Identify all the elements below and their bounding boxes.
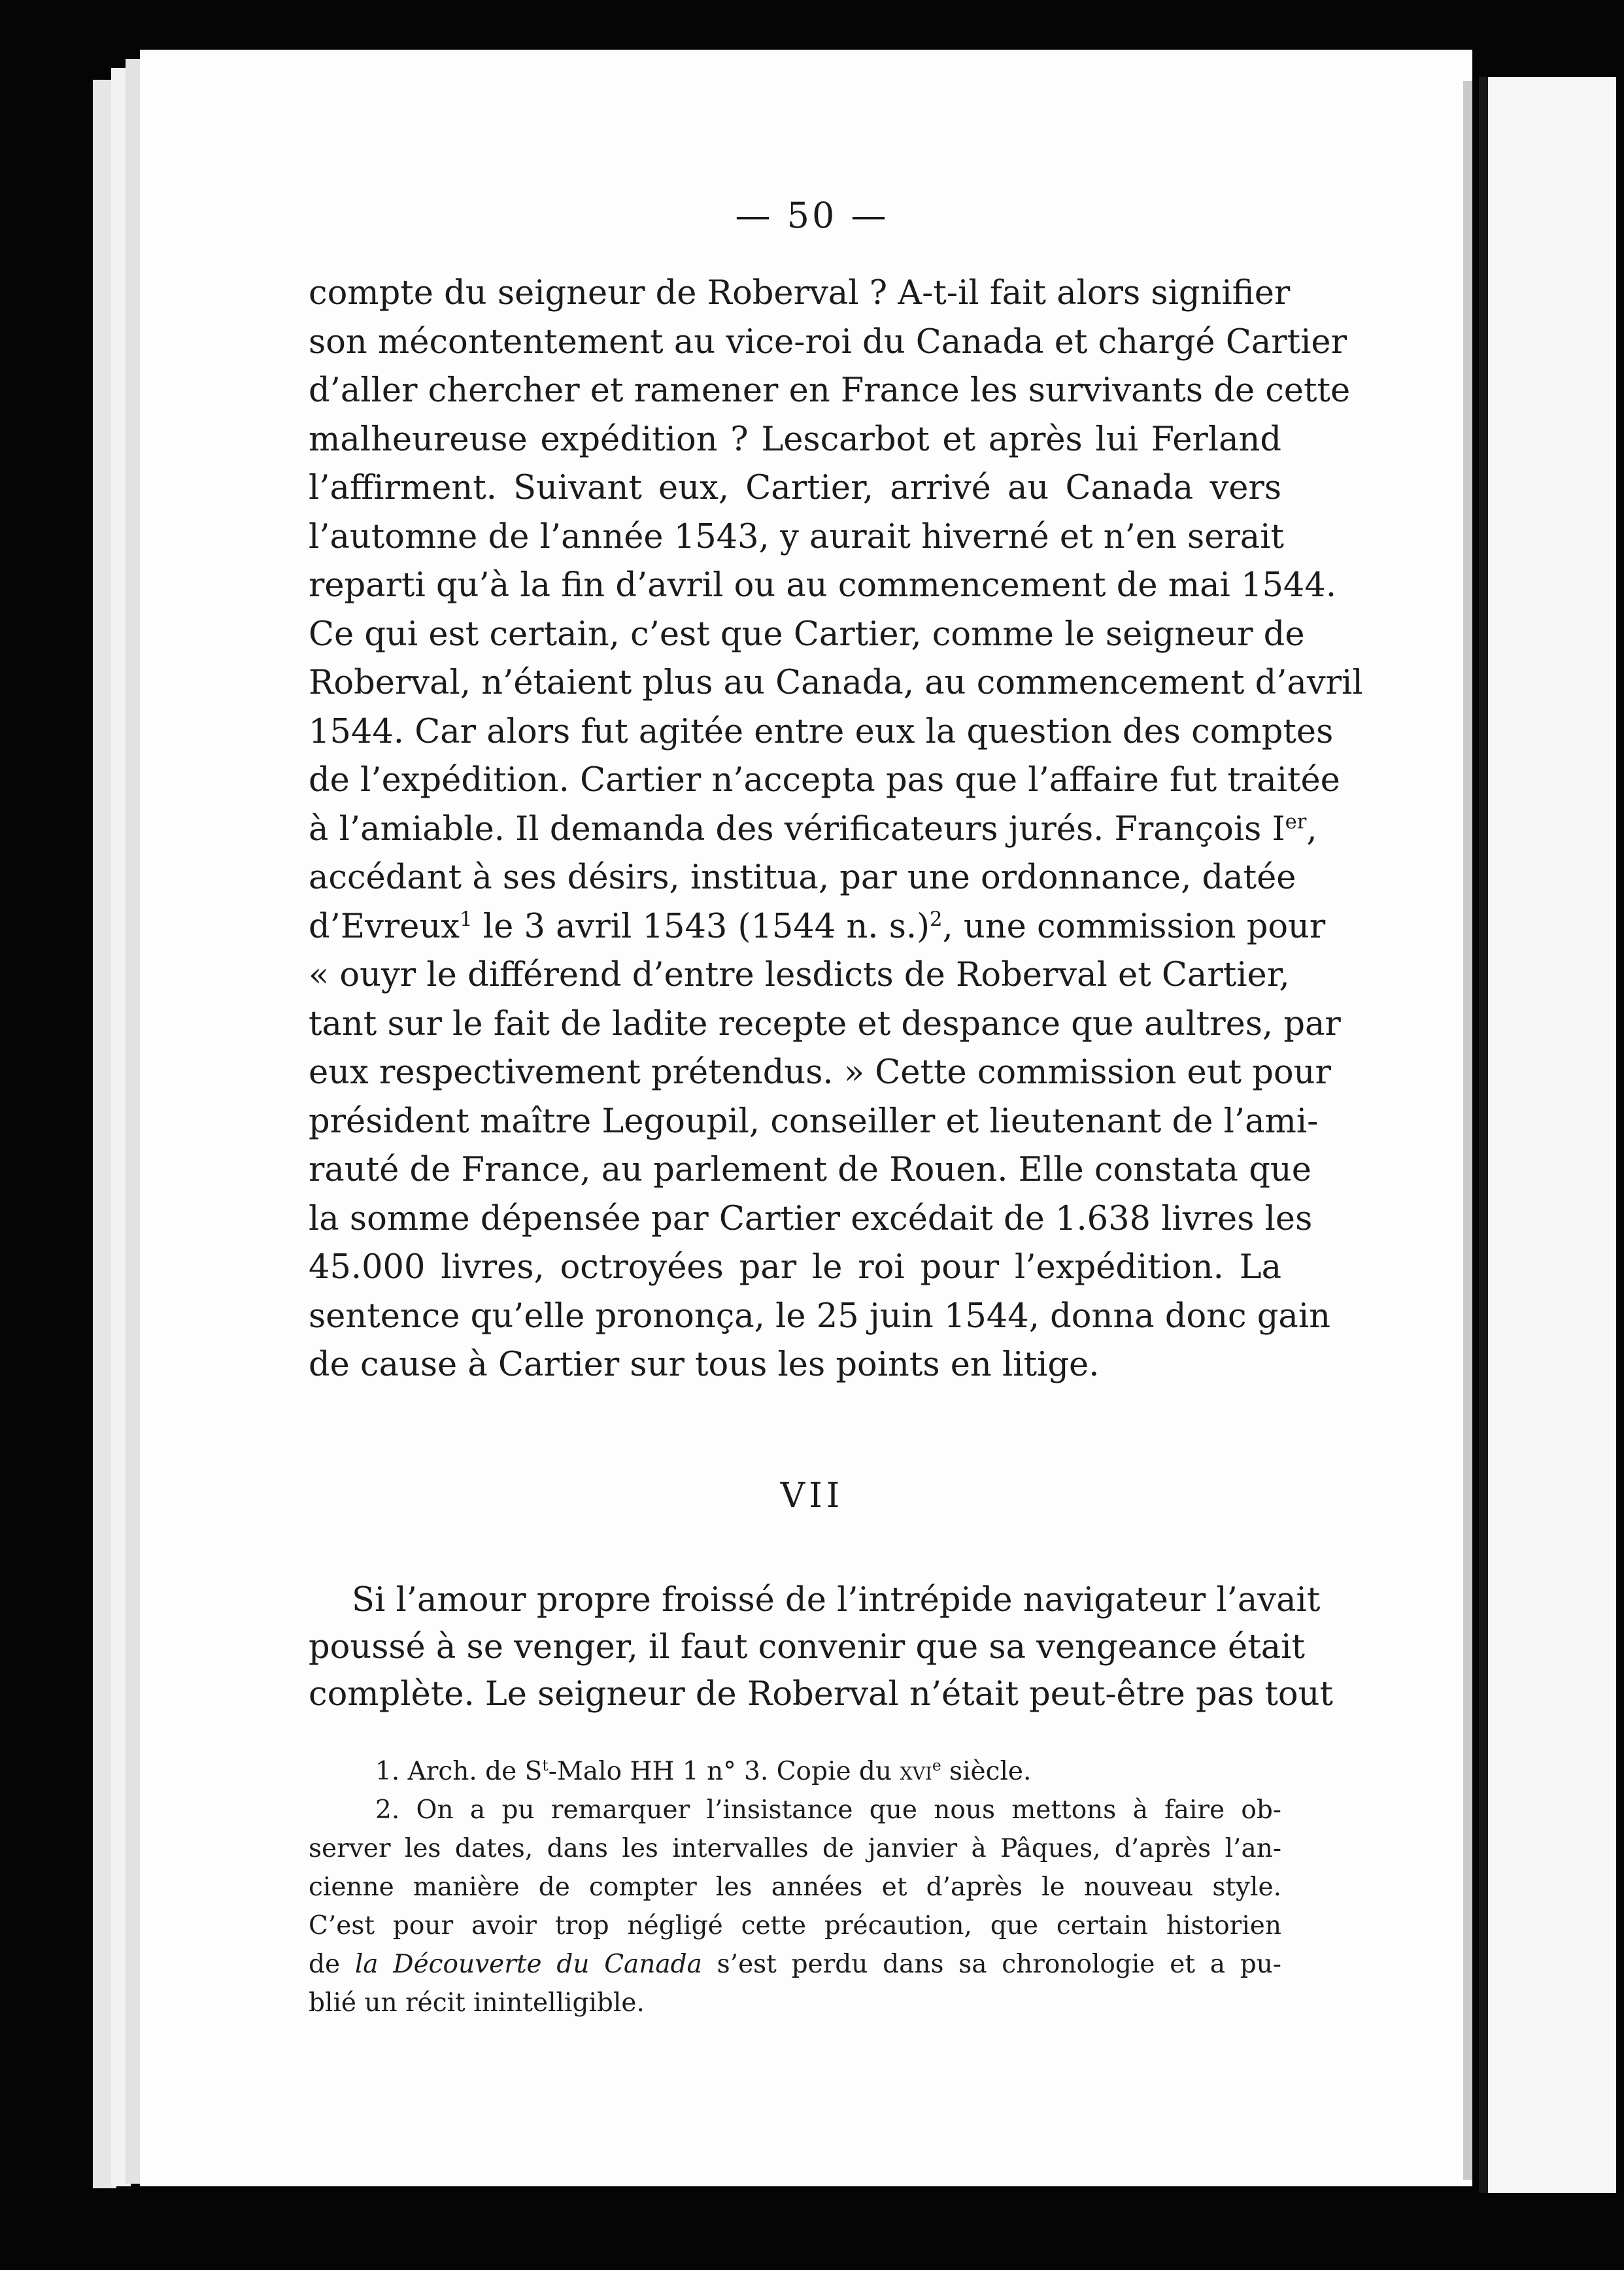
superscript: e	[932, 1756, 941, 1774]
text-segment: le 3 avril 1543 (1544 n. s.)	[472, 907, 930, 946]
text-segment: , une commission pour	[942, 907, 1326, 946]
text-line: accédant à ses désirs, institua, par une ordonnance, datée	[309, 858, 1296, 897]
text-segment: de	[309, 1950, 355, 1979]
text-line: l’affirment. Suivant eux, Cartier, arrivé au Canada vers	[309, 469, 1281, 507]
text-segment: xvi	[900, 1757, 932, 1786]
text-line: « ouyr le différend d’entre lesdicts de Roberval et Cartier,	[309, 956, 1290, 994]
superscript: er	[1285, 810, 1307, 834]
footnote-ref: 2	[930, 907, 943, 931]
text-line: poussé à se venger, il faut convenir que sa vengeance était	[309, 1628, 1305, 1667]
text-line: tant sur le fait de ladite recepte et despance que aultres, par	[309, 1004, 1341, 1043]
text-line: de cause à Cartier sur tous les points en litige.	[309, 1346, 1100, 1384]
footnote-ref: 1	[460, 907, 473, 931]
text-line: son mécontentement au vice-roi du Canada et chargé Cartier	[309, 322, 1347, 362]
page-stack-edge	[126, 59, 141, 2184]
text-segment: s’est perdu dans sa chronologie et a pu-	[702, 1950, 1281, 1979]
text-line: Ce qui est certain, c’est que Cartier, comme le seigneur de	[309, 615, 1305, 654]
text-line: reparti qu’à la fin d’avril ou au commencement de mai 1544.	[309, 566, 1337, 605]
text-line: sentence qu’elle prononça, le 25 juin 1544, donna donc gain	[309, 1296, 1330, 1336]
footnote-2-line: server les dates, dans les intervalles de janvier à Pâques, d’après l’an-	[309, 1834, 1281, 1863]
text-line	[309, 903, 1326, 952]
text-line: Si l’amour propre froissé de l’intrépide navigateur l’avait	[352, 1581, 1321, 1619]
text-segment: d’Evreux	[309, 907, 460, 946]
section-heading: VII	[780, 1476, 844, 1516]
text-line: 45.000 livres, octroyées par le roi pour l’expédition. La	[309, 1248, 1281, 1287]
footnote-1	[309, 1752, 1281, 1791]
text-line: l’automne de l’année 1543, y aurait hiverné et n’en serait	[309, 517, 1284, 556]
text-segment: à l’amiable. Il demanda des vérificateurs jurés. François I	[309, 809, 1285, 849]
text-line: eux respectivement prétendus. » Cette commission eut pour	[309, 1053, 1331, 1092]
text-segment: 1. Arch. de S	[375, 1757, 543, 1786]
text-line: président maître Legoupil, conseiller et lieutenant de l’ami-	[309, 1102, 1319, 1141]
text-line: d’aller chercher et ramener en France les survivants de cette	[309, 371, 1351, 410]
text-segment: siècle.	[941, 1757, 1032, 1786]
text-line: la somme dépensée par Cartier excédait de 1.638 livres les	[309, 1199, 1313, 1238]
section-paragraph	[309, 1577, 1333, 1718]
text-line: complète. Le seigneur de Roberval n’était peut-être pas tout	[309, 1675, 1333, 1714]
footnote-2-line: cienne manière de compter les années et d’après le nouveau style.	[309, 1872, 1281, 1902]
footnote-2-line: C’est pour avoir trop négligé cette précaution, que certain historien	[309, 1911, 1281, 1940]
footnote-2-line: blié un récit inintelligible.	[309, 1988, 645, 2018]
text-segment: -Malo HH 1 n° 3. Copie du	[548, 1757, 900, 1786]
text-line: de l’expédition. Cartier n’accepta pas que l’affaire fut traitée	[309, 761, 1340, 800]
text-segment: ,	[1306, 809, 1317, 849]
text-line: Roberval, n’étaient plus au Canada, au commencement d’avril	[309, 664, 1363, 702]
footnote-2-line	[309, 1945, 1281, 1984]
footnote-2-line: 2. On a pu remarquer l’insistance que nous mettons à faire ob-	[375, 1795, 1281, 1825]
book-title: la Découverte du Canada	[354, 1950, 702, 1979]
superscript: t	[542, 1756, 549, 1774]
text-line	[309, 805, 1317, 855]
footnotes	[309, 1752, 1281, 2022]
text-line: compte du seigneur de Roberval ? A-t-il fait alors signifier	[309, 274, 1291, 313]
main-paragraph	[309, 269, 1363, 1390]
text-line: rauté de France, au parlement de Rouen. Elle constata que	[309, 1151, 1311, 1189]
text-line: malheureuse expédition ? Lescarbot et après lui Ferland	[309, 420, 1281, 459]
facing-page	[1479, 77, 1616, 2193]
text-line: 1544. Car alors fut agitée entre eux la question des comptes	[309, 712, 1334, 751]
page-number: — 50 —	[735, 195, 889, 236]
